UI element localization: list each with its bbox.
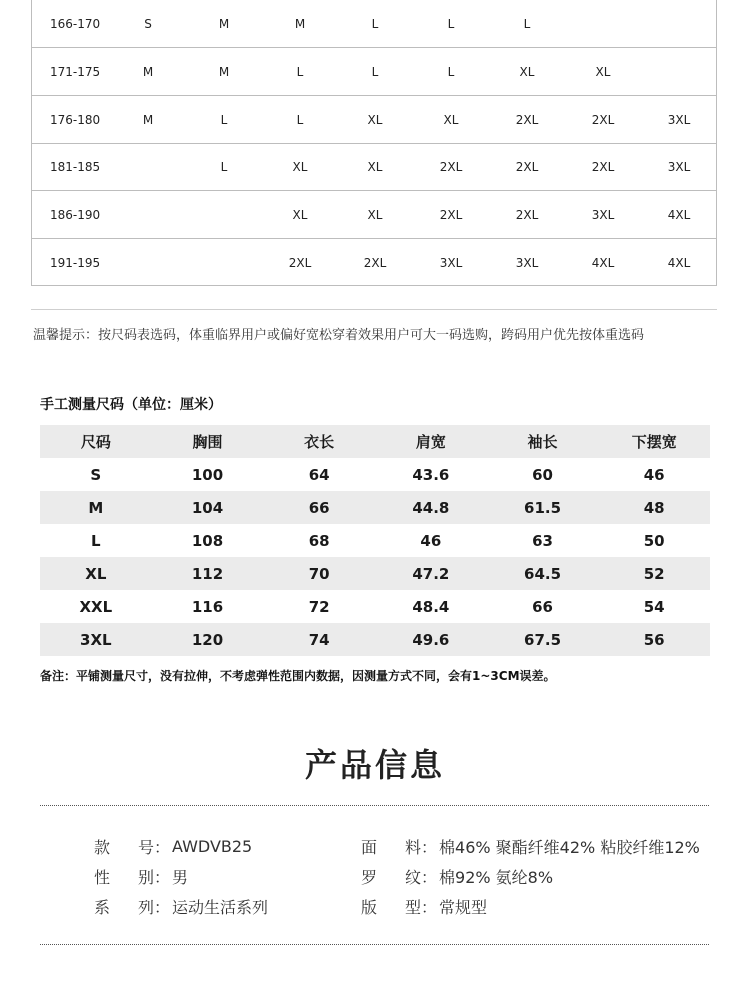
dotted-divider-bottom — [40, 944, 709, 945]
table-cell: 74 — [308, 630, 330, 649]
size-cell: 3XL — [439, 255, 463, 270]
height-range: 186-190 — [50, 207, 101, 222]
table-cell: 3XL — [80, 630, 112, 649]
table-cell: 60 — [532, 465, 553, 484]
table-cell: 61.5 — [524, 498, 562, 517]
height-range: 171-175 — [50, 64, 101, 79]
table-cell: 68 — [308, 531, 330, 550]
size-cell — [110, 144, 186, 190]
table-cell: 64.5 — [524, 564, 562, 583]
size-cell: 2XL — [439, 160, 463, 174]
table-cell: 104 — [191, 498, 224, 517]
field-label — [361, 865, 421, 888]
size-cell: S — [144, 16, 152, 31]
label-char: 罗 — [361, 868, 378, 887]
table-cell: 49.6 — [412, 630, 450, 649]
table-cell: L — [91, 531, 101, 550]
measurement-header-row — [40, 425, 710, 458]
column-header: 袖长 — [527, 433, 558, 451]
size-cell: M — [142, 112, 154, 127]
measurement-table — [40, 425, 710, 656]
label-char: 号 — [137, 838, 154, 857]
colon: ： — [154, 838, 171, 857]
field-label — [94, 835, 154, 858]
table-row — [40, 590, 710, 623]
size-cell: M — [142, 64, 154, 79]
size-cell: 3XL — [667, 112, 691, 127]
label-char: 系 — [94, 898, 111, 917]
size-cell: L — [371, 64, 379, 79]
height-range: 166-170 — [50, 16, 101, 31]
table-cell: 100 — [191, 465, 224, 484]
size-cell: 3XL — [591, 207, 615, 222]
table-cell: 54 — [643, 597, 665, 616]
column-header: 下摆宽 — [631, 433, 677, 451]
size-cell: 2XL — [515, 207, 539, 222]
label-char: 别 — [137, 868, 154, 887]
size-cell: 4XL — [667, 207, 691, 222]
table-row — [40, 491, 710, 524]
colon: ： — [154, 868, 171, 887]
size-cell: XL — [367, 160, 383, 174]
size-tip: 温馨提示：按尺码表选码，体重临界用户或偏好宽松穿着效果用户可大一码选购，跨码用户优先按体重选码 — [33, 328, 645, 343]
table-cell: 52 — [643, 564, 665, 583]
table-cell: M — [88, 498, 104, 517]
table-cell: 48 — [643, 498, 665, 517]
size-cell: 2XL — [591, 112, 615, 127]
field-label — [361, 895, 421, 918]
table-cell: 46 — [420, 531, 442, 550]
size-cell: M — [294, 16, 306, 31]
table-cell: 66 — [308, 498, 330, 517]
label-char: 性 — [94, 868, 111, 887]
size-cell: L — [447, 64, 455, 79]
table-cell: 44.8 — [412, 498, 450, 517]
table-cell: 56 — [643, 630, 665, 649]
size-cell: XL — [367, 207, 383, 222]
size-cell: 3XL — [515, 255, 539, 270]
field-label — [94, 895, 154, 918]
table-row — [40, 557, 710, 590]
size-cell — [110, 191, 186, 238]
measurement-title: 手工测量尺码（单位：厘米） — [40, 397, 222, 413]
size-cell: L — [447, 16, 455, 31]
size-cell: 2XL — [439, 207, 463, 222]
size-cell: XL — [519, 64, 535, 79]
field-value: 棉46% 聚酯纤维42% 粘胶纤维12% — [439, 838, 700, 857]
table-cell: 46 — [643, 465, 665, 484]
column-header: 肩宽 — [415, 433, 446, 451]
measurement-note: 备注：平铺测量尺寸，没有拉伸，不考虑弹性范围内数据，因测量方式不同，会有1~3CM误差。 — [40, 669, 556, 683]
table-cell: 66 — [532, 597, 553, 616]
size-cell: 4XL — [667, 255, 691, 270]
size-cell — [186, 239, 262, 286]
column-header: 尺码 — [80, 433, 111, 451]
table-cell: 70 — [308, 564, 330, 583]
table-cell: 108 — [191, 531, 224, 550]
height-range: 181-185 — [50, 160, 101, 174]
size-cell: 4XL — [591, 255, 615, 270]
field-value: 常规型 — [439, 898, 488, 917]
column-header: 胸围 — [192, 433, 223, 451]
size-cell: L — [220, 160, 228, 174]
size-grid-row — [32, 0, 716, 47]
size-cell: L — [296, 64, 304, 79]
table-cell: XXL — [79, 597, 113, 616]
size-cell: 2XL — [288, 255, 312, 270]
size-grid-row — [32, 47, 716, 95]
colon: ： — [154, 898, 171, 917]
product-field — [94, 835, 252, 858]
field-value: 男 — [172, 868, 189, 887]
size-cell — [641, 48, 717, 95]
size-cell: XL — [595, 64, 611, 79]
height-range: 176-180 — [50, 112, 101, 127]
field-label — [361, 835, 421, 858]
table-row — [40, 524, 710, 557]
dotted-divider-top — [40, 805, 709, 806]
table-cell: 116 — [191, 597, 224, 616]
size-grid-row — [32, 238, 716, 286]
product-field — [94, 895, 268, 918]
label-char: 版 — [361, 898, 378, 917]
colon: ： — [421, 898, 438, 917]
field-value: 运动生活系列 — [172, 898, 269, 917]
height-range: 191-195 — [50, 255, 101, 270]
colon: ： — [421, 868, 438, 887]
size-cell: L — [523, 16, 531, 31]
size-grid-row — [32, 143, 716, 190]
table-cell: XL — [85, 564, 107, 583]
size-cell: 2XL — [591, 160, 615, 174]
size-cell: XL — [443, 112, 459, 127]
size-cell: 2XL — [363, 255, 387, 270]
label-char: 列 — [137, 898, 154, 917]
product-field — [94, 865, 188, 888]
table-row — [40, 458, 710, 491]
colon: ： — [421, 838, 438, 857]
size-cell: L — [371, 16, 379, 31]
size-recommendation-grid — [31, 0, 717, 286]
size-grid-row — [32, 190, 716, 238]
table-cell: 47.2 — [412, 564, 450, 583]
size-cell: L — [296, 112, 304, 127]
label-char: 款 — [94, 838, 111, 857]
table-cell: 43.6 — [412, 465, 450, 484]
size-cell — [186, 191, 262, 238]
table-row — [40, 623, 710, 656]
size-cell: M — [218, 16, 230, 31]
size-cell: XL — [367, 112, 383, 127]
field-label — [94, 865, 154, 888]
table-cell: 120 — [191, 630, 224, 649]
size-cell: 2XL — [515, 112, 539, 127]
size-cell — [641, 0, 717, 47]
label-char: 纹 — [404, 868, 421, 887]
table-cell: 72 — [308, 597, 330, 616]
table-cell: 63 — [532, 531, 553, 550]
product-field — [361, 865, 553, 888]
product-info-title: 产品信息 — [304, 746, 445, 784]
table-cell: 48.4 — [412, 597, 450, 616]
table-cell: S — [90, 465, 102, 484]
size-cell: L — [220, 112, 228, 127]
size-cell: 3XL — [667, 160, 691, 174]
size-cell: M — [218, 64, 230, 79]
size-cell: XL — [292, 207, 308, 222]
label-char: 型 — [404, 898, 421, 917]
label-char: 料 — [404, 838, 421, 857]
table-cell: 50 — [643, 531, 665, 550]
size-cell — [110, 239, 186, 286]
size-grid-row — [32, 95, 716, 143]
table-cell: 64 — [308, 465, 330, 484]
size-cell: XL — [292, 160, 308, 174]
product-field — [361, 835, 700, 858]
product-field — [361, 895, 487, 918]
label-char: 面 — [361, 838, 378, 857]
size-cell: 2XL — [515, 160, 539, 174]
table-cell: 112 — [191, 564, 224, 583]
field-value: 棉92% 氨纶8% — [439, 868, 554, 887]
table-cell: 67.5 — [524, 630, 562, 649]
divider — [31, 309, 717, 310]
column-header: 衣长 — [304, 433, 335, 451]
field-value: AWDVB25 — [172, 837, 253, 856]
size-cell — [565, 0, 641, 47]
